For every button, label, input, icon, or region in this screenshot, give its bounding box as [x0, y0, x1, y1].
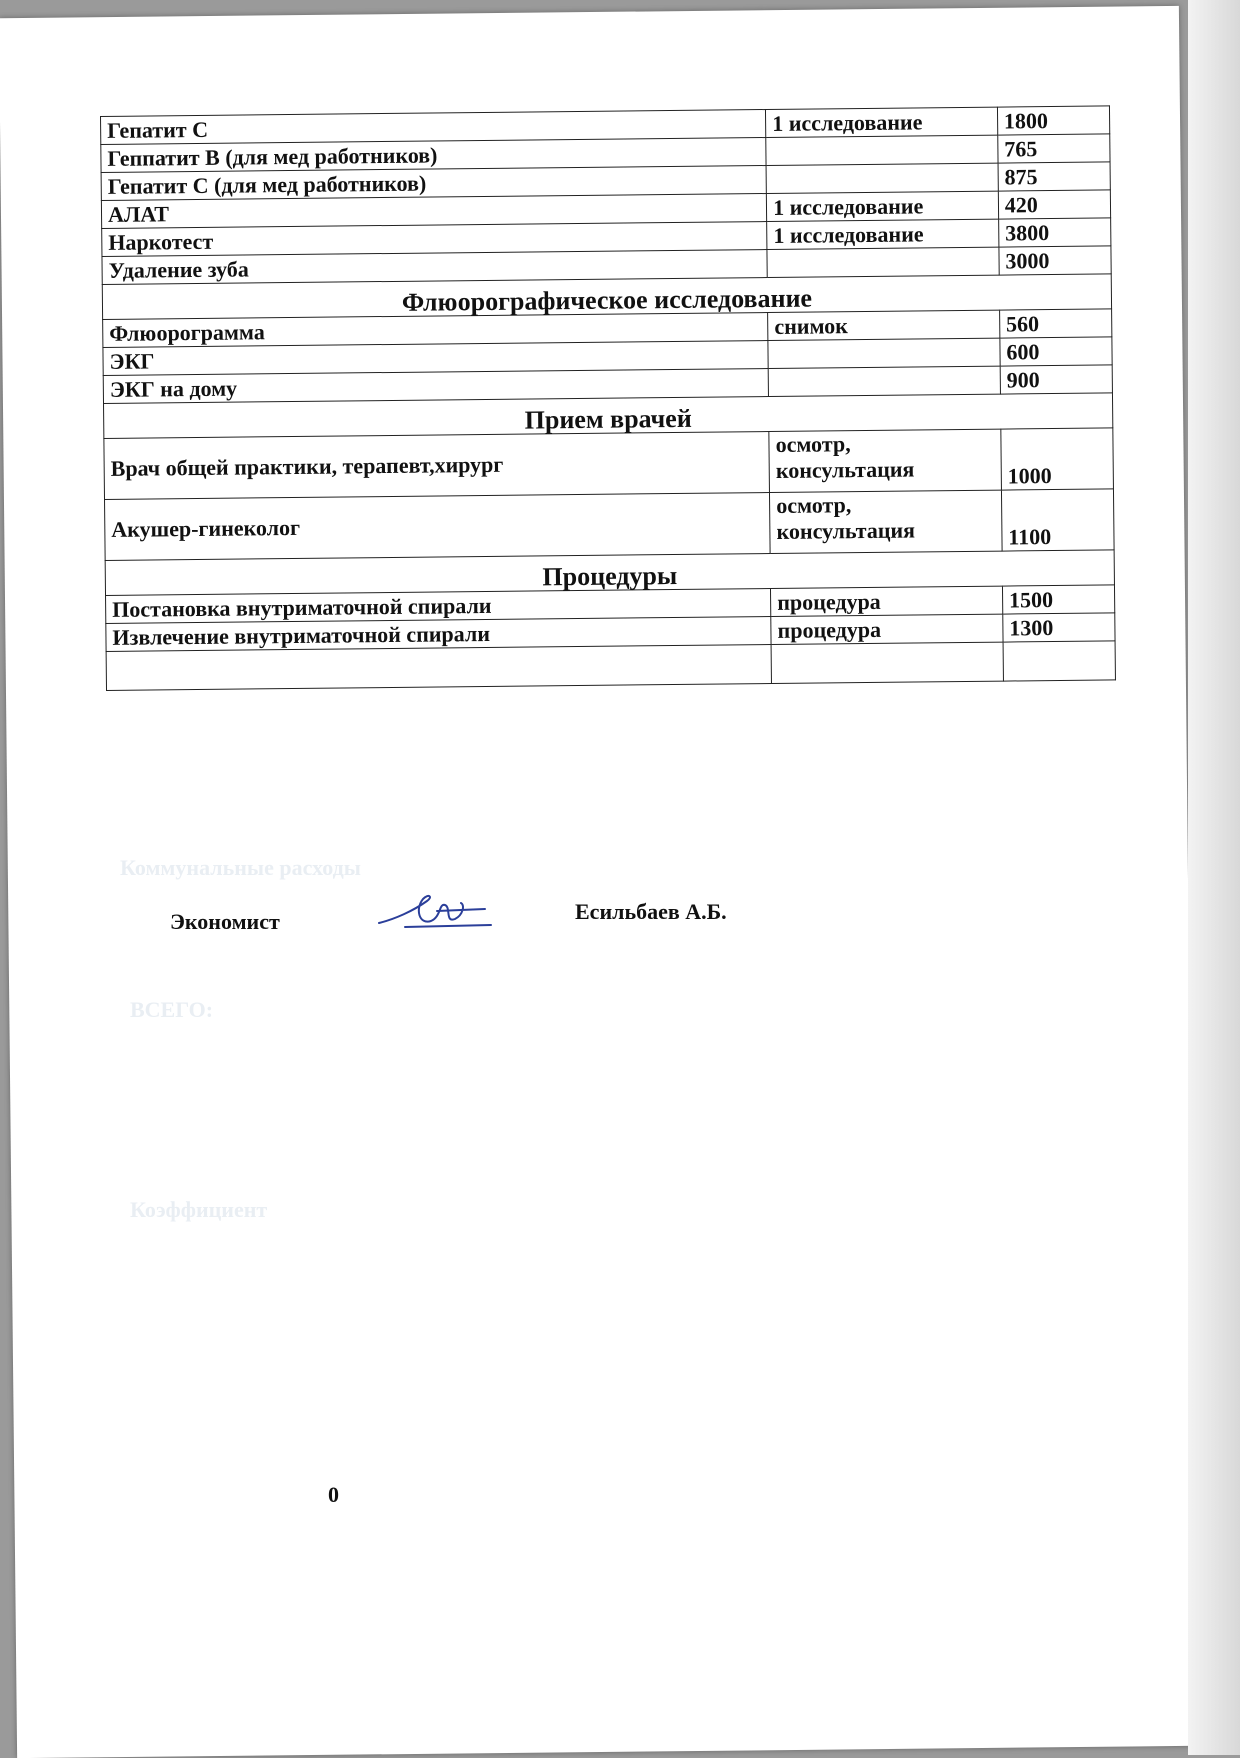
- signer-role: Экономист: [170, 909, 280, 934]
- bleed-through-text: Коэффициент: [130, 1197, 268, 1222]
- signature-block: [0, 895, 1240, 955]
- table-row: [104, 428, 1114, 500]
- service-price: 875: [998, 162, 1110, 191]
- unit-line: консультация: [776, 517, 916, 544]
- service-name: АЛАТ: [101, 194, 766, 229]
- service-name: Гепатит С: [101, 110, 766, 145]
- price-table: [100, 105, 1116, 691]
- service-name: Удаление зуба: [102, 250, 767, 285]
- service-name: Извлечение внутриматочной спирали: [106, 617, 771, 652]
- service-name: Акушер-гинеколог: [105, 493, 771, 561]
- service-name: Врач общей практики, терапевт,хирург: [104, 432, 770, 500]
- service-unit: [768, 338, 1000, 368]
- unit-line: осмотр,: [776, 492, 852, 518]
- service-price: 900: [1000, 365, 1112, 394]
- service-price: 600: [1000, 337, 1112, 366]
- section-title: Процедуры: [105, 550, 1114, 596]
- service-unit: [766, 135, 998, 165]
- service-unit: 1 исследование: [766, 107, 998, 137]
- table-row: [105, 489, 1115, 561]
- page-number: 0: [328, 1482, 339, 1507]
- service-price: 3000: [999, 246, 1111, 275]
- service-unit: [768, 366, 1000, 396]
- section-title: Прием врачей: [104, 393, 1113, 439]
- service-name: ЭКГ: [103, 341, 768, 376]
- service-price: 1300: [1003, 613, 1115, 642]
- service-unit: [766, 163, 998, 193]
- signer-name: Есильбаев А.Б.: [575, 899, 727, 924]
- service-price: 420: [998, 190, 1110, 219]
- service-price: 1000: [1001, 428, 1114, 490]
- unit-line: осмотр,: [775, 431, 851, 457]
- service-price: 1100: [1001, 489, 1114, 551]
- service-unit: [769, 429, 1001, 492]
- service-unit: 1 исследование: [767, 219, 999, 249]
- empty-cell: [771, 642, 1003, 683]
- service-price: 765: [998, 134, 1110, 163]
- service-unit: процедура: [771, 586, 1003, 616]
- service-price: 3800: [999, 218, 1111, 247]
- service-unit: процедура: [771, 614, 1003, 644]
- service-name: Флюорограмма: [103, 313, 768, 348]
- service-price: 560: [999, 309, 1111, 338]
- handwritten-signature: [375, 889, 495, 939]
- unit-line: консультация: [775, 456, 915, 483]
- service-unit: [770, 490, 1002, 553]
- service-name: Геппатит В (для мед работников): [101, 138, 766, 173]
- service-unit: 1 исследование: [767, 191, 999, 221]
- empty-cell: [1003, 641, 1116, 681]
- section-title: Флюорографическое исследование: [102, 274, 1111, 320]
- service-name: Гепатит С (для мед работников): [101, 166, 766, 201]
- service-price: 1500: [1002, 585, 1114, 614]
- empty-cell: [106, 644, 772, 690]
- service-unit: [767, 247, 999, 277]
- service-name: Наркотест: [102, 222, 767, 257]
- service-price: 1800: [997, 106, 1109, 135]
- bleed-through-text: Коммунальные расходы: [120, 855, 361, 880]
- service-name: ЭКГ на дому: [103, 369, 768, 404]
- service-unit: снимок: [768, 310, 1000, 340]
- service-name: Постановка внутриматочной спирали: [106, 589, 771, 624]
- bleed-through-text: ВСЕГО:: [130, 997, 214, 1022]
